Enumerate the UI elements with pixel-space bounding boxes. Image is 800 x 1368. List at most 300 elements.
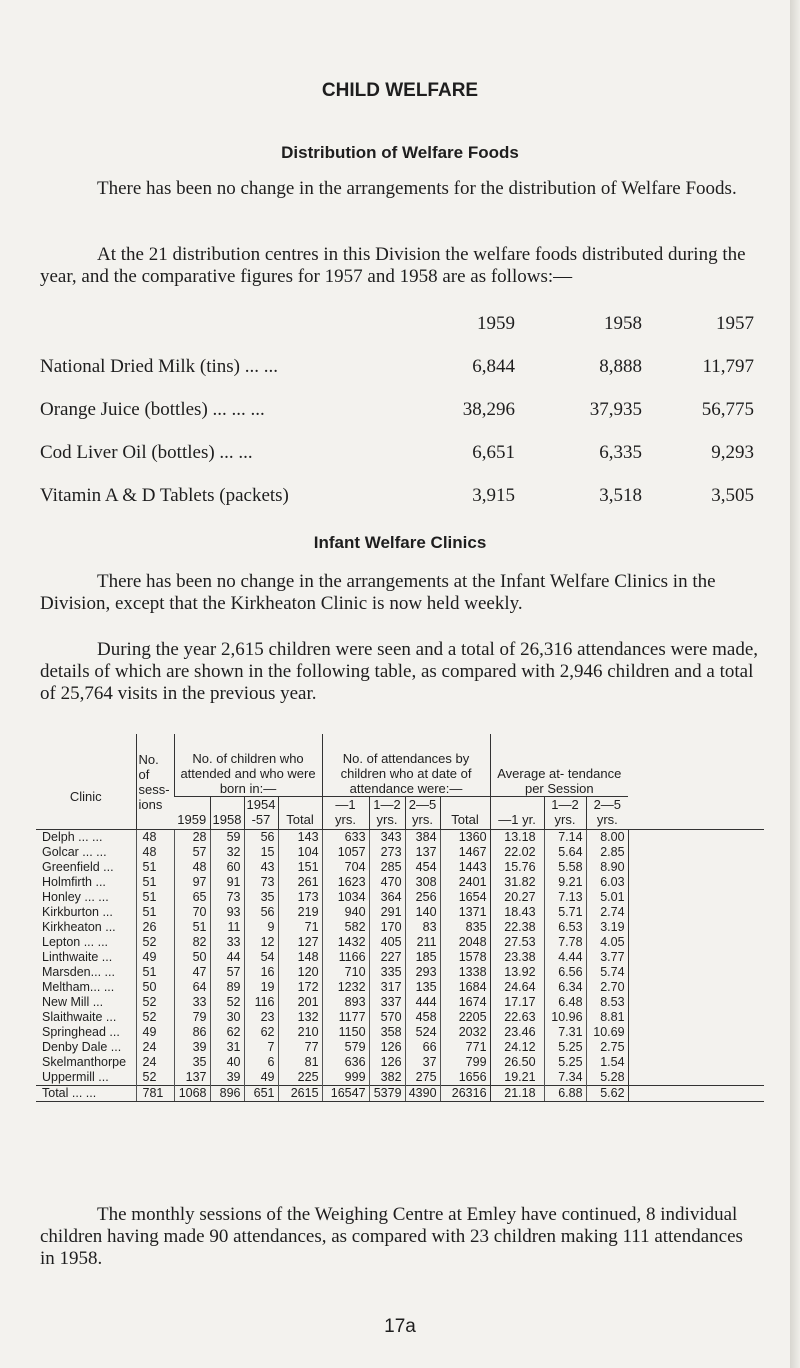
cell-a12: 5379: [369, 1086, 405, 1102]
col-header: 1959: [174, 797, 210, 830]
cell-sessions: 24: [136, 1055, 174, 1070]
cell-clinic: Total ... ...: [36, 1086, 136, 1102]
cell-a1: 582: [322, 920, 369, 935]
cell-a1: 1177: [322, 1010, 369, 1025]
cell-v25: 3.77: [586, 950, 628, 965]
food-value: 6,651: [472, 442, 515, 463]
cell-v1: 24.64: [490, 980, 544, 995]
cell-sessions: 51: [136, 965, 174, 980]
cell-v25: 5.01: [586, 890, 628, 905]
cell-sessions: 24: [136, 1040, 174, 1055]
cell-a12: 405: [369, 935, 405, 950]
cell-b1958: 93: [210, 905, 244, 920]
cell-a1: 999: [322, 1070, 369, 1086]
cell-btotal: 201: [278, 995, 322, 1010]
cell-a25: 384: [405, 830, 440, 846]
table-row: [36, 965, 764, 980]
cell-atotal: 1338: [440, 965, 490, 980]
cell-b5457: 73: [244, 875, 278, 890]
cell-a12: 317: [369, 980, 405, 995]
cell-b1958: 57: [210, 965, 244, 980]
cell-a25: 275: [405, 1070, 440, 1086]
col-header: Total: [440, 797, 490, 830]
table-row: [36, 935, 764, 950]
cell-b1958: 73: [210, 890, 244, 905]
cell-b5457: 16: [244, 965, 278, 980]
cell-a25: 444: [405, 995, 440, 1010]
cell-v12: 6.48: [544, 995, 586, 1010]
cell-b5457: 56: [244, 830, 278, 846]
cell-btotal: 120: [278, 965, 322, 980]
table-row: [36, 1040, 764, 1055]
cell-v1: 22.38: [490, 920, 544, 935]
cell-sessions: 52: [136, 935, 174, 950]
sessions-header: No. of sess- ions: [136, 734, 174, 830]
cell-v1: 20.27: [490, 890, 544, 905]
cell-sessions: 52: [136, 1070, 174, 1086]
cell-v1: 21.18: [490, 1086, 544, 1102]
col-header: 1—2 yrs.: [369, 797, 405, 830]
cell-btotal: 71: [278, 920, 322, 935]
food-value: 37,935: [589, 399, 642, 420]
table-row: [36, 830, 764, 846]
cell-b5457: 9: [244, 920, 278, 935]
cell-b5457: 7: [244, 1040, 278, 1055]
cell-a1: 579: [322, 1040, 369, 1055]
cell-clinic: Holmfirth ...: [42, 875, 106, 889]
cell-b5457: 6: [244, 1055, 278, 1070]
paragraph-weighing-centre: [40, 1204, 760, 1270]
cell-atotal: 2048: [440, 935, 490, 950]
cell-a25: 135: [405, 980, 440, 995]
cell-b5457: 23: [244, 1010, 278, 1025]
cell-sessions: 781: [136, 1086, 174, 1102]
welfare-foods-table: [40, 313, 760, 507]
table-row: [36, 890, 764, 905]
cell-sessions: 49: [136, 1025, 174, 1040]
page-title: CHILD WELFARE: [321, 80, 479, 101]
page-edge: [790, 0, 800, 1368]
cell-a25: 140: [405, 905, 440, 920]
cell-b5457: 19: [244, 980, 278, 995]
year-header: 1959: [477, 313, 515, 334]
cell-clinic: Lepton ... ...: [42, 935, 109, 949]
cell-b5457: 54: [244, 950, 278, 965]
cell-v1: 18.43: [490, 905, 544, 920]
cell-btotal: 77: [278, 1040, 322, 1055]
cell-clinic: Honley ... ...: [42, 890, 109, 904]
table-row: [36, 920, 764, 935]
cell-sessions: 51: [136, 905, 174, 920]
cell-b1959: 1068: [174, 1086, 210, 1102]
cell-b1959: 82: [174, 935, 210, 950]
cell-b5457: 116: [244, 995, 278, 1010]
cell-v25: 2.85: [586, 845, 628, 860]
table-row: [36, 995, 764, 1010]
cell-atotal: 2401: [440, 875, 490, 890]
cell-btotal: 81: [278, 1055, 322, 1070]
table-row: [36, 845, 764, 860]
cell-b1958: 62: [210, 1025, 244, 1040]
cell-b1959: 86: [174, 1025, 210, 1040]
cell-a12: 227: [369, 950, 405, 965]
cell-v12: 10.96: [544, 1010, 586, 1025]
cell-v25: 2.70: [586, 980, 628, 995]
cell-btotal: 210: [278, 1025, 322, 1040]
cell-b5457: 651: [244, 1086, 278, 1102]
cell-atotal: 835: [440, 920, 490, 935]
cell-clinic: Greenfield ...: [42, 860, 114, 874]
cell-a25: 454: [405, 860, 440, 875]
cell-atotal: 2032: [440, 1025, 490, 1040]
cell-atotal: 26316: [440, 1086, 490, 1102]
cell-clinic: Kirkburton ...: [42, 905, 113, 919]
food-value: 9,293: [711, 442, 754, 463]
cell-v12: 5.71: [544, 905, 586, 920]
col-header: —1 yr.: [490, 797, 544, 830]
foods-row: [40, 399, 760, 421]
cell-atotal: 1467: [440, 845, 490, 860]
cell-a1: 704: [322, 860, 369, 875]
cell-v12: 7.34: [544, 1070, 586, 1086]
cell-v12: 7.13: [544, 890, 586, 905]
year-header: 1957: [716, 313, 754, 334]
paragraph-attendance-summary: [40, 639, 760, 705]
cell-a12: 285: [369, 860, 405, 875]
foods-header-row: [40, 313, 760, 335]
cell-a1: 1232: [322, 980, 369, 995]
page-number: 17a: [384, 1316, 416, 1337]
cell-v25: 6.03: [586, 875, 628, 890]
section-heading-welfare-foods: Distribution of Welfare Foods: [281, 143, 519, 162]
cell-a25: 524: [405, 1025, 440, 1040]
cell-btotal: 151: [278, 860, 322, 875]
cell-v12: 6.53: [544, 920, 586, 935]
cell-a1: 1166: [322, 950, 369, 965]
cell-a25: 37: [405, 1055, 440, 1070]
cell-sessions: 52: [136, 995, 174, 1010]
cell-v1: 13.18: [490, 830, 544, 846]
cell-a1: 940: [322, 905, 369, 920]
cell-v1: 23.38: [490, 950, 544, 965]
col-header: 2—5 yrs.: [405, 797, 440, 830]
born-in-group-header: No. of children who attended and who were born in:—: [174, 734, 322, 797]
food-value: 3,518: [599, 485, 642, 506]
cell-atotal: 1371: [440, 905, 490, 920]
cell-b1959: 97: [174, 875, 210, 890]
cell-b1959: 47: [174, 965, 210, 980]
cell-clinic: Uppermill ...: [42, 1070, 109, 1084]
col-header: 1—2 yrs.: [544, 797, 586, 830]
cell-clinic: Slaithwaite ...: [42, 1010, 117, 1024]
table-body: [36, 830, 764, 1102]
average-group-header: Average at- tendance per Session: [490, 734, 628, 797]
cell-b1959: 64: [174, 980, 210, 995]
cell-btotal: 127: [278, 935, 322, 950]
cell-v1: 19.21: [490, 1070, 544, 1086]
cell-sessions: 51: [136, 860, 174, 875]
cell-b5457: 35: [244, 890, 278, 905]
cell-v25: 8.90: [586, 860, 628, 875]
col-header: —1 yrs.: [322, 797, 369, 830]
cell-a25: 256: [405, 890, 440, 905]
paragraph-text: At the 21 distribution centres in this Division the welfare foods distributed during the year, and the comparative figures for 1957 and 1958 are as follows:—: [40, 244, 746, 287]
cell-atotal: 1674: [440, 995, 490, 1010]
cell-a12: 382: [369, 1070, 405, 1086]
cell-b1959: 28: [174, 830, 210, 846]
table-row: [36, 905, 764, 920]
cell-b1958: 52: [210, 995, 244, 1010]
cell-v25: 2.74: [586, 905, 628, 920]
cell-a12: 343: [369, 830, 405, 846]
col-header: Total: [278, 797, 322, 830]
foods-row: [40, 442, 760, 464]
foods-row: [40, 485, 760, 507]
food-label: Orange Juice (bottles) ... ... ...: [40, 399, 265, 420]
cell-btotal: 172: [278, 980, 322, 995]
cell-b5457: 56: [244, 905, 278, 920]
cell-a25: 293: [405, 965, 440, 980]
cell-sessions: 51: [136, 890, 174, 905]
cell-b1958: 59: [210, 830, 244, 846]
cell-clinic: New Mill ...: [42, 995, 104, 1009]
cell-atotal: 1684: [440, 980, 490, 995]
cell-v12: 7.14: [544, 830, 586, 846]
food-value: 3,505: [711, 485, 754, 506]
food-value: 56,775: [701, 399, 754, 420]
attendances-group-header: No. of attendances by children who at date of attendance were:—: [322, 734, 490, 797]
cell-atotal: 1578: [440, 950, 490, 965]
cell-b1958: 91: [210, 875, 244, 890]
cell-v25: 1.54: [586, 1055, 628, 1070]
cell-b5457: 15: [244, 845, 278, 860]
cell-clinic: Golcar ... ...: [42, 845, 107, 859]
cell-b1959: 70: [174, 905, 210, 920]
cell-v1: 27.53: [490, 935, 544, 950]
cell-a1: 1034: [322, 890, 369, 905]
cell-v12: 5.25: [544, 1040, 586, 1055]
cell-sessions: 52: [136, 1010, 174, 1025]
cell-a1: 1057: [322, 845, 369, 860]
cell-b1959: 35: [174, 1055, 210, 1070]
cell-v12: 5.64: [544, 845, 586, 860]
cell-b1958: 44: [210, 950, 244, 965]
foods-row: [40, 356, 760, 378]
cell-atotal: 771: [440, 1040, 490, 1055]
section-heading-infant-clinics: Infant Welfare Clinics: [313, 533, 487, 552]
cell-a1: 636: [322, 1055, 369, 1070]
cell-v1: 31.82: [490, 875, 544, 890]
cell-v1: 23.46: [490, 1025, 544, 1040]
cell-a1: 16547: [322, 1086, 369, 1102]
cell-v25: 2.75: [586, 1040, 628, 1055]
cell-b1958: 31: [210, 1040, 244, 1055]
cell-atotal: 1443: [440, 860, 490, 875]
table-row: [36, 1070, 764, 1086]
cell-sessions: 49: [136, 950, 174, 965]
cell-a12: 126: [369, 1040, 405, 1055]
food-value: 3,915: [472, 485, 515, 506]
cell-v25: 5.62: [586, 1086, 628, 1102]
food-value: 6,844: [472, 356, 515, 377]
cell-b1959: 50: [174, 950, 210, 965]
cell-b1958: 40: [210, 1055, 244, 1070]
food-label: National Dried Milk (tins) ... ...: [40, 356, 278, 377]
cell-v25: 8.53: [586, 995, 628, 1010]
cell-btotal: 104: [278, 845, 322, 860]
cell-b1959: 51: [174, 920, 210, 935]
cell-b5457: 12: [244, 935, 278, 950]
cell-sessions: 50: [136, 980, 174, 995]
cell-b1959: 65: [174, 890, 210, 905]
table-row: [36, 950, 764, 965]
cell-sessions: 51: [136, 875, 174, 890]
cell-a12: 335: [369, 965, 405, 980]
cell-btotal: 2615: [278, 1086, 322, 1102]
cell-v1: 22.02: [490, 845, 544, 860]
table-row: [36, 860, 764, 875]
paragraph-distribution-centres: [40, 244, 760, 288]
cell-v12: 5.25: [544, 1055, 586, 1070]
paragraph-clinics-no-change: [40, 571, 760, 615]
cell-clinic: Springhead ...: [42, 1025, 120, 1039]
cell-b1958: 30: [210, 1010, 244, 1025]
clinic-attendance-table: [36, 734, 764, 1102]
cell-b5457: 62: [244, 1025, 278, 1040]
paragraph-text: During the year 2,615 children were seen and a total of 26,316 attendances were made, details of which are shown in the following table, as compared with 2,946 children and a total of 25,764 visits in the previous year.: [40, 639, 759, 704]
cell-a1: 633: [322, 830, 369, 846]
cell-atotal: 1656: [440, 1070, 490, 1086]
cell-v25: 3.19: [586, 920, 628, 935]
table-row: [36, 875, 764, 890]
paragraph-text: There has been no change in the arrangements at the Infant Welfare Clinics in the Division, except that the Kirkheaton Clinic is now held weekly.: [40, 571, 716, 614]
cell-a12: 570: [369, 1010, 405, 1025]
total-row: [36, 1086, 764, 1102]
cell-v12: 4.44: [544, 950, 586, 965]
cell-atotal: 799: [440, 1055, 490, 1070]
cell-v25: 8.81: [586, 1010, 628, 1025]
cell-sessions: 26: [136, 920, 174, 935]
cell-a12: 470: [369, 875, 405, 890]
cell-a25: 4390: [405, 1086, 440, 1102]
cell-btotal: 143: [278, 830, 322, 846]
food-value: 38,296: [462, 399, 515, 420]
cell-b1959: 79: [174, 1010, 210, 1025]
cell-v1: 22.63: [490, 1010, 544, 1025]
cell-v12: 6.56: [544, 965, 586, 980]
cell-v1: 17.17: [490, 995, 544, 1010]
food-value: 8,888: [599, 356, 642, 377]
cell-v1: 24.12: [490, 1040, 544, 1055]
cell-atotal: 1654: [440, 890, 490, 905]
cell-btotal: 132: [278, 1010, 322, 1025]
cell-b5457: 49: [244, 1070, 278, 1086]
table-row: [36, 1025, 764, 1040]
cell-a25: 185: [405, 950, 440, 965]
cell-clinic: Meltham... ...: [42, 980, 115, 994]
col-header: 1958: [210, 797, 244, 830]
cell-b1958: 60: [210, 860, 244, 875]
cell-btotal: 173: [278, 890, 322, 905]
food-label: Vitamin A & D Tablets (packets): [40, 485, 289, 506]
cell-b1959: 57: [174, 845, 210, 860]
clinic-header: Clinic: [69, 789, 102, 804]
cell-a1: 1432: [322, 935, 369, 950]
cell-btotal: 219: [278, 905, 322, 920]
cell-a12: 126: [369, 1055, 405, 1070]
cell-b1958: 896: [210, 1086, 244, 1102]
col-header: 1954 -57: [244, 797, 278, 830]
cell-v12: 6.88: [544, 1086, 586, 1102]
cell-a25: 308: [405, 875, 440, 890]
cell-clinic: Linthwaite ...: [42, 950, 113, 964]
cell-btotal: 225: [278, 1070, 322, 1086]
cell-b5457: 43: [244, 860, 278, 875]
cell-v12: 7.78: [544, 935, 586, 950]
food-value: 11,797: [702, 356, 754, 377]
cell-v12: 6.34: [544, 980, 586, 995]
cell-clinic: Marsden... ...: [42, 965, 115, 979]
cell-a12: 337: [369, 995, 405, 1010]
cell-sessions: 48: [136, 830, 174, 846]
cell-a1: 710: [322, 965, 369, 980]
col-header: 2—5 yrs.: [586, 797, 628, 830]
cell-b1959: 48: [174, 860, 210, 875]
paragraph-text: There has been no change in the arrangements for the distribution of Welfare Foods.: [97, 178, 737, 199]
cell-v25: 8.00: [586, 830, 628, 846]
cell-v1: 13.92: [490, 965, 544, 980]
cell-a25: 83: [405, 920, 440, 935]
cell-a12: 273: [369, 845, 405, 860]
cell-a12: 170: [369, 920, 405, 935]
table-row: [36, 1010, 764, 1025]
cell-clinic: Denby Dale ...: [42, 1040, 122, 1054]
cell-v12: 9.21: [544, 875, 586, 890]
cell-a12: 291: [369, 905, 405, 920]
cell-btotal: 148: [278, 950, 322, 965]
cell-v25: 5.28: [586, 1070, 628, 1086]
cell-b1958: 39: [210, 1070, 244, 1086]
paragraph-no-change: [40, 178, 760, 200]
table-row: [36, 1055, 764, 1070]
cell-v25: 5.74: [586, 965, 628, 980]
paragraph-text: The monthly sessions of the Weighing Centre at Emley have continued, 8 individual children having made 90 attendances, as compared with 23 children making 111 attendances in 1958.: [40, 1204, 743, 1269]
cell-v12: 5.58: [544, 860, 586, 875]
cell-a25: 458: [405, 1010, 440, 1025]
cell-clinic: Kirkheaton ...: [42, 920, 116, 934]
cell-btotal: 261: [278, 875, 322, 890]
cell-clinic: Delph ... ...: [36, 830, 136, 846]
cell-b1958: 11: [210, 920, 244, 935]
cell-b1958: 89: [210, 980, 244, 995]
cell-v1: 26.50: [490, 1055, 544, 1070]
cell-v25: 4.05: [586, 935, 628, 950]
cell-b1959: 33: [174, 995, 210, 1010]
cell-a1: 1623: [322, 875, 369, 890]
cell-atotal: 2205: [440, 1010, 490, 1025]
cell-a12: 358: [369, 1025, 405, 1040]
cell-a25: 66: [405, 1040, 440, 1055]
cell-b1958: 33: [210, 935, 244, 950]
table-row: [36, 980, 764, 995]
cell-b1959: 39: [174, 1040, 210, 1055]
cell-v1: 15.76: [490, 860, 544, 875]
year-header: 1958: [604, 313, 642, 334]
cell-v12: 7.31: [544, 1025, 586, 1040]
cell-sessions: 48: [136, 845, 174, 860]
cell-a12: 364: [369, 890, 405, 905]
cell-a1: 893: [322, 995, 369, 1010]
